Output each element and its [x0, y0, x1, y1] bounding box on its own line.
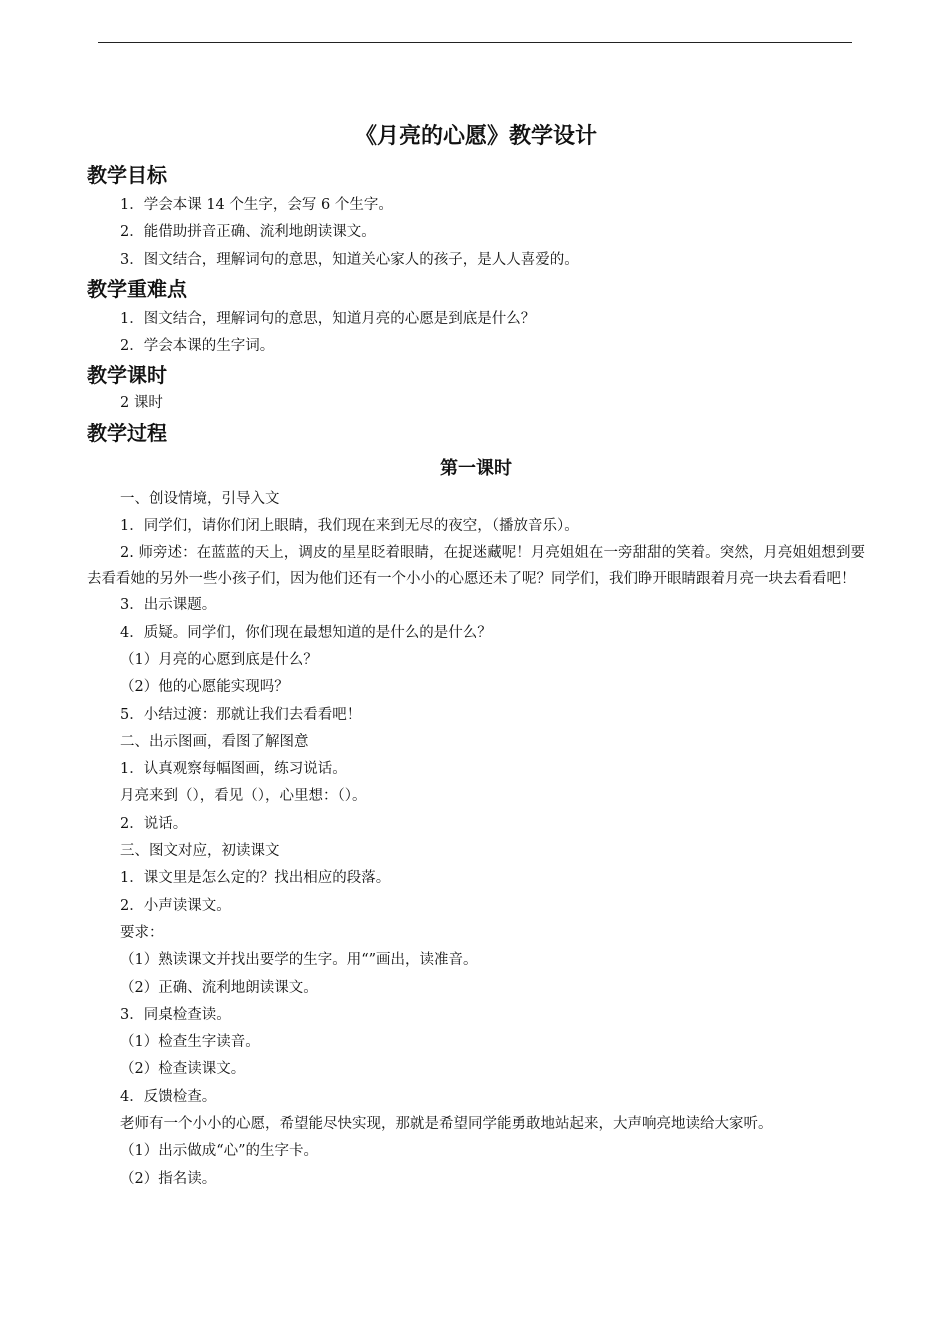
process-line: 3．同桌检查读。	[120, 1006, 231, 1023]
process-line: （1）出示做成“心”的生字卡。	[120, 1143, 319, 1160]
process-line: 三、图文对应，初读课文	[120, 843, 280, 860]
process-heading: 教学过程	[87, 420, 167, 445]
process-line: 1．认真观察每幅图画，练习说话。	[120, 761, 347, 778]
process-line: （2）他的心愿能实现吗？	[120, 679, 289, 696]
process-line: （2）检查读课文。	[120, 1061, 246, 1078]
process-line: 一、创设情境，引导入文	[120, 490, 280, 507]
key-points-heading: 教学重难点	[87, 276, 187, 301]
process-line: 2．说话。	[120, 815, 188, 832]
objective-item: 2．能借助拼音正确、流利地朗读课文。	[120, 224, 376, 241]
narration-paragraph: 2. 师旁述：在蓝蓝的天上，调皮的星星眨着眼睛，在捉迷藏呢！月亮姐姐在一旁甜甜的笑着。突然，月亮姐姐想到要去看看她的另外一些小孩子们，因为他们还有一个小小的心愿还未了呢？同学们，我们睁开眼睛跟着月亮一块去看看吧！	[87, 545, 865, 588]
process-line: 5．小结过渡：那就让我们去看看吧！	[120, 706, 362, 723]
objectives-heading: 教学目标	[87, 163, 167, 187]
objective-item: 3．图文结合，理解词句的意思，知道关心家人的孩子，是人人喜爱的。	[120, 251, 579, 268]
process-line: 1．同学们，请你们闭上眼睛，我们现在来到无尽的夜空，（播放音乐）。	[120, 518, 579, 535]
process-line: 1．课文里是怎么定的？找出相应的段落。	[120, 870, 391, 887]
class-hours-heading: 教学课时	[87, 363, 167, 388]
document-body	[87, 118, 865, 1193]
first-period-heading: 第一课时	[440, 457, 512, 479]
process-line: （1）熟读课文并找出要学的生字。用“”画出，读准音。	[120, 952, 478, 969]
process-line: 2．小声读课文。	[120, 897, 231, 914]
document-title: 《月亮的心愿》教学设计	[354, 124, 597, 149]
class-hours-value: 2 课时	[120, 395, 163, 412]
process-line: 月亮来到（），看见（），心里想：（）。	[120, 788, 367, 805]
process-line: （2）指名读。	[120, 1170, 217, 1187]
process-line: 老师有一个小小的心愿，希望能尽快实现，那就是希望同学能勇敢地站起来，大声响亮地读给大家听。	[120, 1116, 773, 1133]
process-line: 要求：	[120, 924, 164, 941]
objective-item: 1．学会本课 14 个生字，会写 6 个生字。	[120, 197, 393, 213]
key-point-item: 2．学会本课的生字词。	[120, 338, 275, 355]
process-line: （1）月亮的心愿到底是什么？	[120, 651, 318, 668]
process-line: （1）检查生字读音。	[120, 1034, 260, 1051]
process-line: 二、出示图画，看图了解图意	[120, 733, 309, 750]
process-line: 4．质疑。同学们，你们现在最想知道的是什么的是什么？	[120, 624, 492, 641]
process-line: 4．反馈检查。	[120, 1088, 217, 1105]
process-line: （2）正确、流利地朗读课文。	[120, 979, 318, 996]
key-point-item: 1．图文结合，理解词句的意思，知道月亮的心愿是到底是什么？	[120, 310, 536, 327]
process-line: 3．出示课题。	[120, 597, 217, 614]
header-rule	[98, 42, 852, 43]
